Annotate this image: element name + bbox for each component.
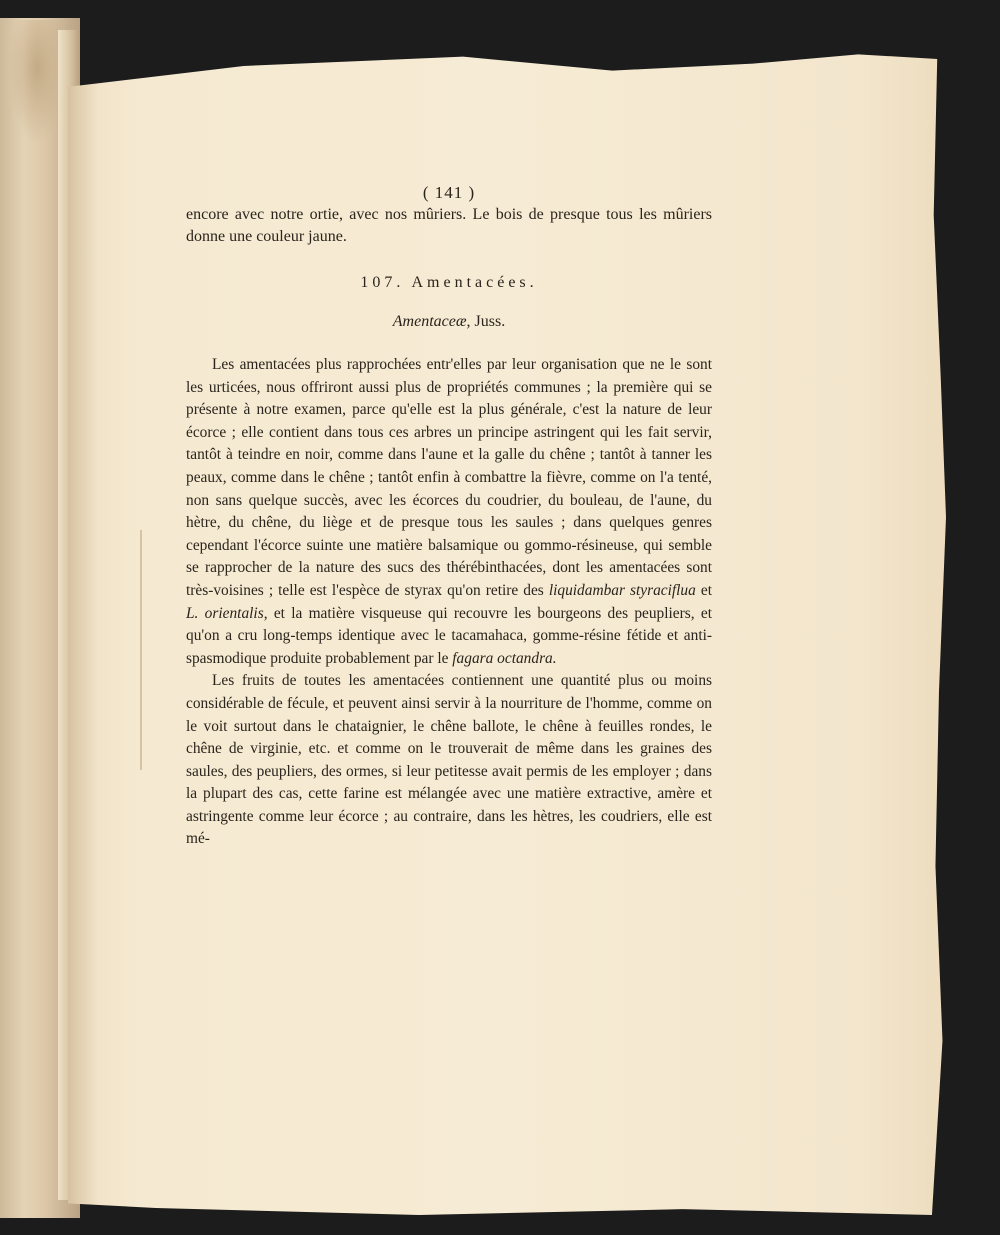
- authority: , Juss.: [466, 313, 506, 330]
- paragraph-text: Les amentacées plus rapprochées entr'elles par leur organisation que ne le sont les urticées, nous offriront aussi plus de propriétés communes ; la première qui se présente à notre examen, parce qu'elle est la plus générale, c'est la nature de leur écorce ; elle contient dans tous ces arbres un principe astringent qui les fait servir, tantôt à teindre en noir, comme dans l'aune et la galle du chêne ; tantôt à tanner les peaux, comme dans le chêne ; tantôt enfin à combattre la fièvre, comme on l'a tenté, non sans quelque succès, avec les écorces du coudrier, du bouleau, de l'aune, du hètre, du chêne, du liège et de presque tous les saules ; dans quelques genres cependant l'écorce suinte une matière balsamique ou gommo-résineuse, qui semble se rapprocher de la nature des sucs des thérébinthacées, dont les amentacées sont très-voisines ; telle est l'espèce de styrax qu'on retire des: [186, 356, 712, 599]
- section-number: 107.: [360, 274, 405, 291]
- paragraph-text: , et la matière visqueuse qui recouvre les bourgeons des peupliers, et qu'on a cru long-temps identique avec le tacamahaca, gomme-résine fétide et anti-spasmodique produite probablement par le: [186, 604, 712, 667]
- section-title: Amentacées.: [411, 274, 538, 291]
- section-heading: [186, 272, 712, 294]
- species-name: fagara octandra.: [452, 649, 557, 667]
- paragraph-text: et: [695, 581, 712, 599]
- species-name: L. orientalis: [186, 604, 264, 622]
- body-paragraph-2: Les fruits de toutes les amentacées contiennent une quantité plus ou moins considérable de fécule, et peuvent ainsi servir à la nourriture de l'homme, comme on le voit surtout dans le chataignier, le chêne ballote, le chêne à feuilles rondes, le chêne de virginie, etc. et comme on le trouverait de même dans les graines des saules, des peupliers, des ormes, si leur petitesse avait permis de les employer ; dans la plupart des cas, cette farine est mélangée avec une matière extractive, amère et astringente comme leur écorce ; au contraire, dans les hètres, les coudriers, elle est mé-: [186, 672, 712, 848]
- page-number: ( 141 ): [422, 183, 476, 202]
- body-paragraph-1: [186, 354, 712, 670]
- binding-stain: [10, 20, 65, 140]
- continued-paragraph: encore avec notre ortie, avec nos mûriers. Le bois de presque tous les mûriers donne une couleur jaune.: [186, 206, 712, 245]
- gutter-shadow: [68, 52, 98, 1215]
- latin-name: Amentaceæ: [392, 313, 467, 330]
- page-text-block: [186, 182, 712, 851]
- species-name: liquidambar styraciflua: [548, 581, 696, 599]
- page-crease: [140, 530, 142, 770]
- family-latin-name: [186, 311, 712, 333]
